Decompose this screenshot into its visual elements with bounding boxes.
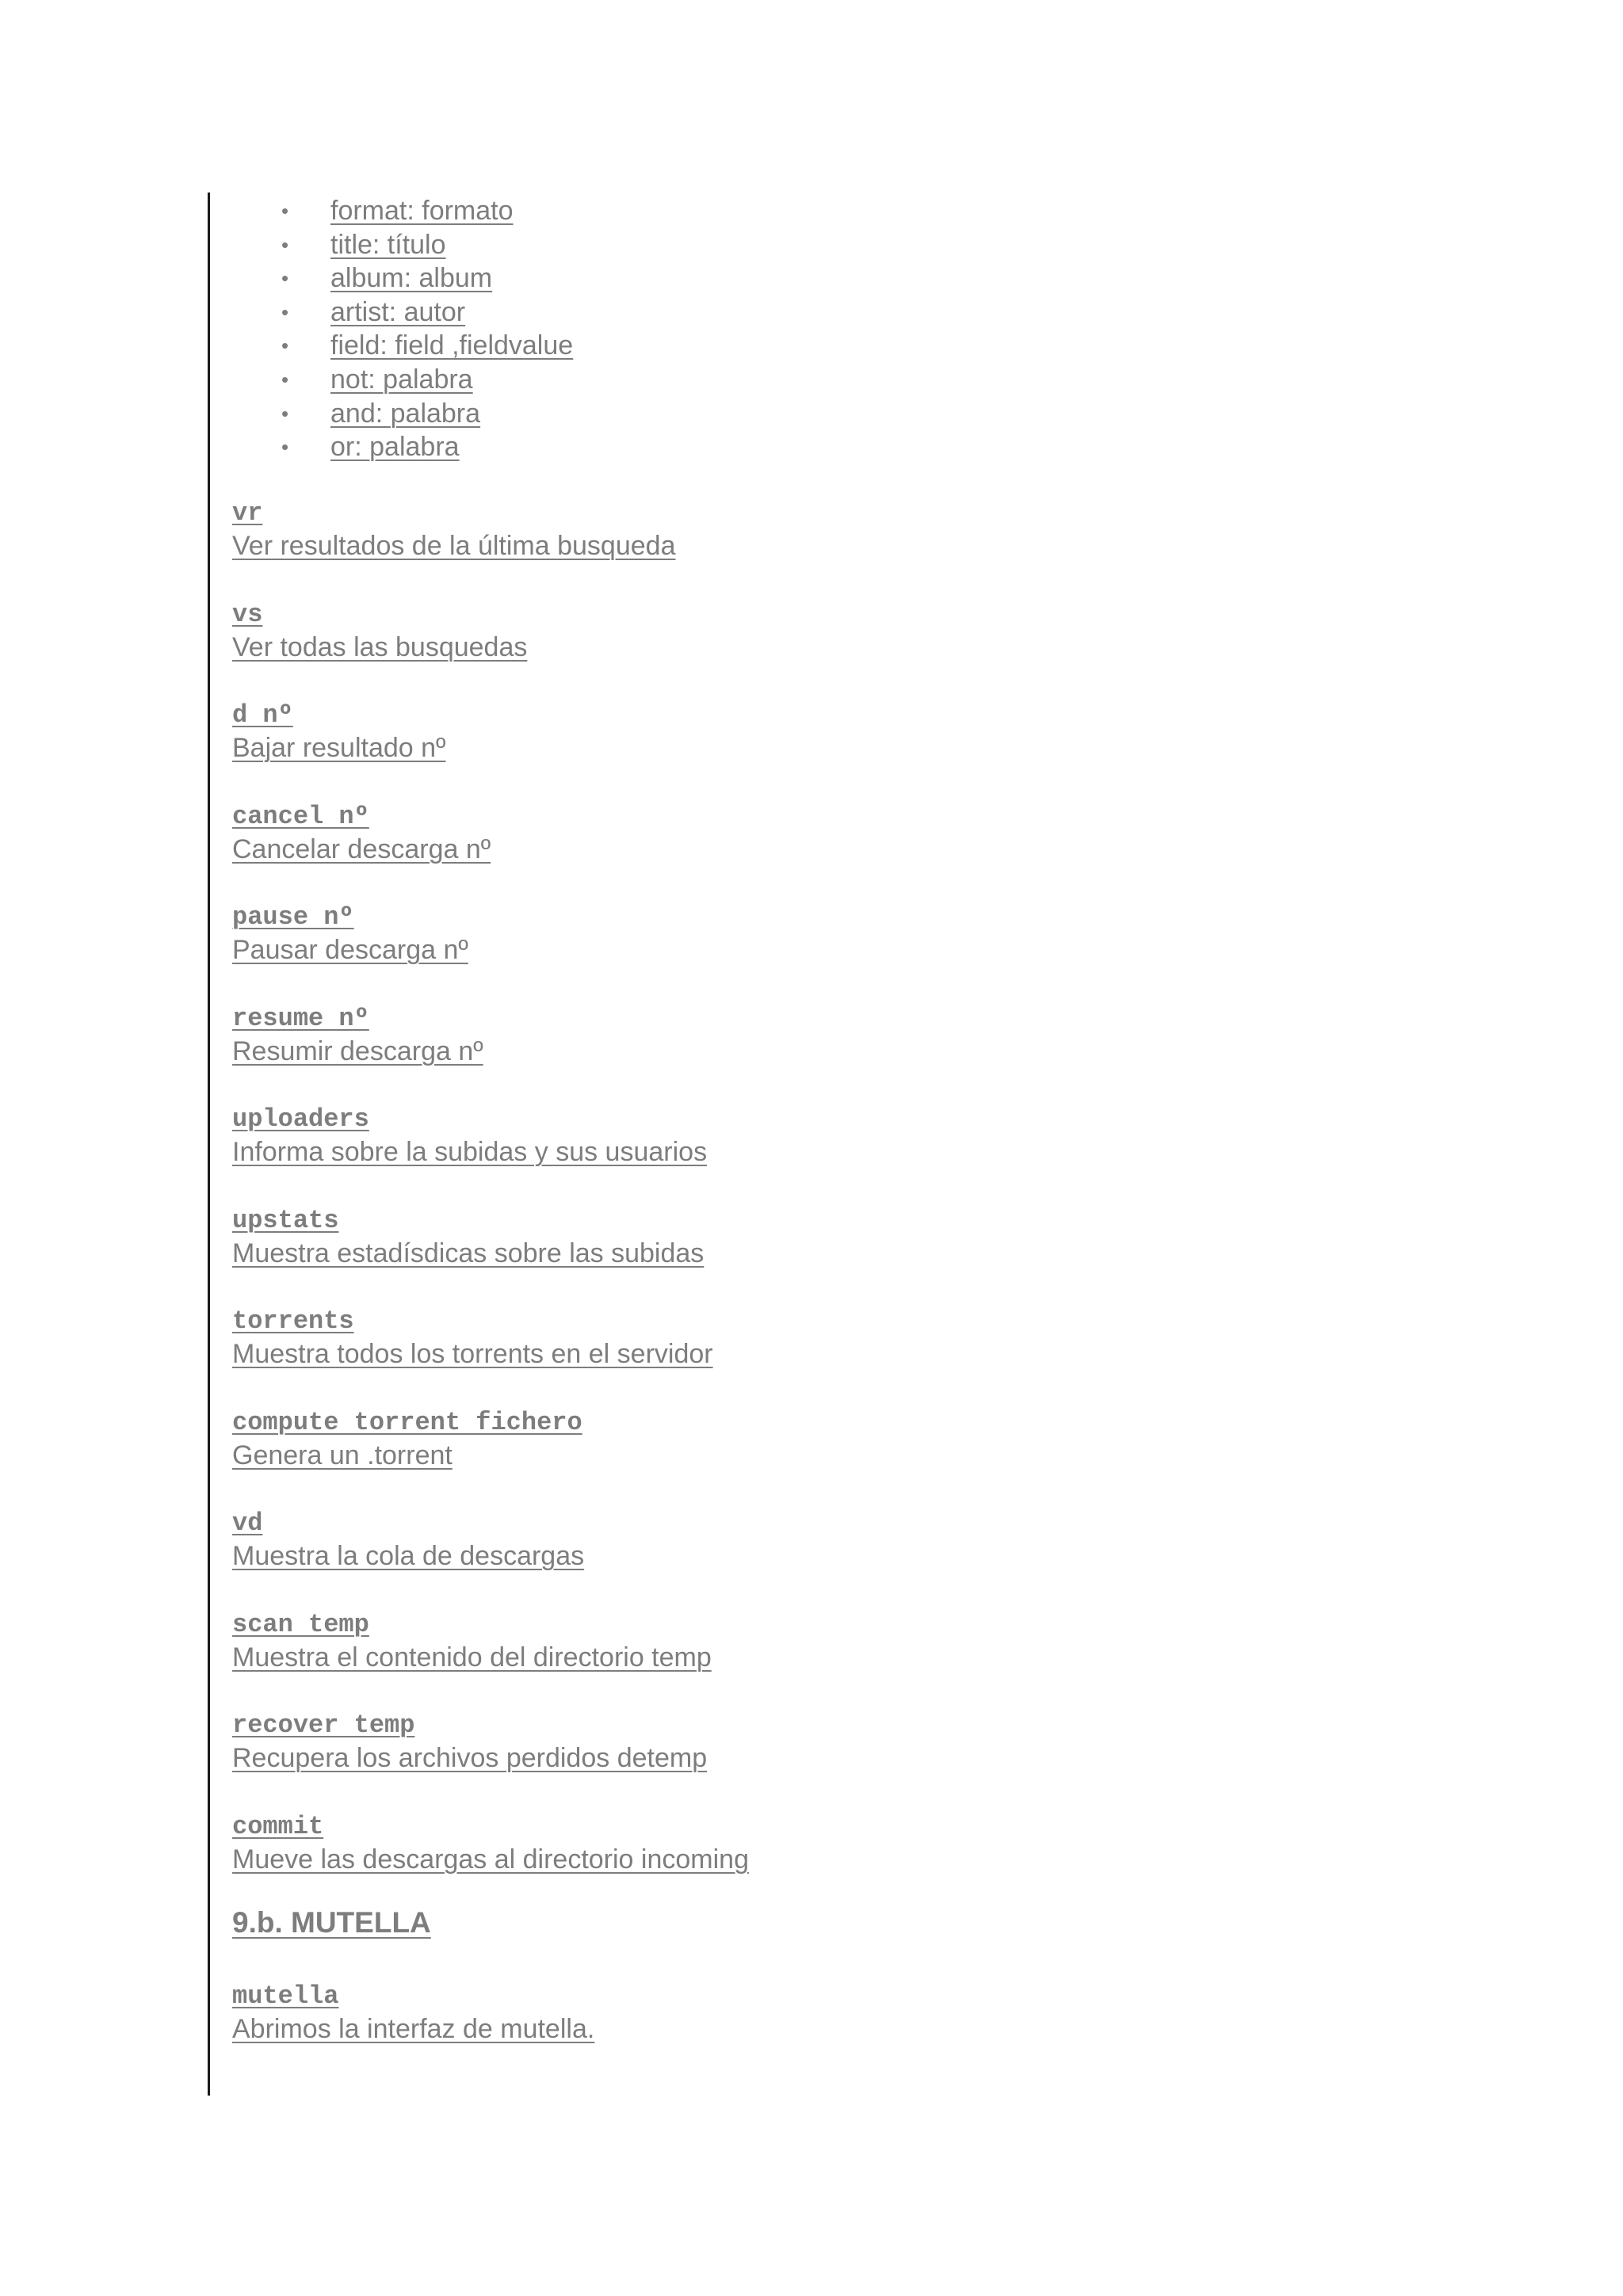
bullet-icon: •: [281, 401, 289, 425]
command-name: vr: [232, 498, 263, 528]
command-description: Informa sobre la subidas y sus usuarios: [232, 1137, 708, 1167]
list-item-text: album: album: [330, 263, 493, 294]
bullet-icon: •: [281, 266, 289, 291]
command-name: cancel nº: [232, 801, 369, 831]
bullet-icon: •: [281, 334, 289, 358]
command-name: resume nº: [232, 1003, 369, 1033]
command-description: Resumir descarga nº: [232, 1035, 483, 1066]
command-name: upstats: [232, 1205, 339, 1235]
list-item-text: not: palabra: [330, 364, 473, 395]
command-description: Ver todas las busquedas: [232, 631, 528, 662]
command-entry: [232, 1609, 1421, 1711]
list-item: [281, 228, 573, 262]
command-entry: [232, 902, 1421, 1003]
list-item-text: title: título: [330, 229, 446, 260]
command-description: Genera un .torrent: [232, 1440, 453, 1470]
command-name: recover temp: [232, 1711, 415, 1740]
command-name: d nº: [232, 700, 293, 730]
list-item-text: artist: autor: [330, 296, 466, 327]
command-entry: [232, 498, 1421, 599]
bullet-icon: •: [281, 435, 289, 460]
list-item: [281, 296, 573, 330]
list-item-text: format: formato: [330, 196, 514, 226]
list-item: [281, 261, 573, 296]
command-entry: [232, 1710, 1421, 1811]
list-item: [281, 397, 573, 431]
bullet-icon: •: [281, 299, 289, 324]
command-name: vd: [232, 1508, 263, 1538]
mutella-command-list: [232, 1981, 1421, 2082]
command-description: Muestra todos los torrents en el servidor: [232, 1339, 713, 1369]
command-description: Muestra el contenido del directorio temp: [232, 1642, 712, 1672]
command-entry: [232, 1205, 1421, 1306]
command-entry: [232, 1407, 1421, 1508]
command-entry: [232, 700, 1421, 801]
command-description: Cancelar descarga nº: [232, 833, 491, 864]
command-name: torrents: [232, 1306, 354, 1336]
command-entry: [232, 1104, 1421, 1205]
command-name: vs: [232, 599, 263, 629]
command-name: mutella: [232, 1981, 339, 2011]
bullet-icon: •: [281, 232, 289, 257]
command-description: Recupera los archivos perdidos detemp: [232, 1743, 708, 1773]
command-description: Ver resultados de la última busqueda: [232, 531, 676, 561]
command-entry: [232, 1811, 1421, 1913]
command-list: [232, 498, 1421, 1912]
command-name: uploaders: [232, 1104, 369, 1134]
command-entry: [232, 801, 1421, 902]
list-item: [281, 194, 573, 228]
command-name: pause nº: [232, 902, 354, 932]
section-heading: 9.b. MUTELLA: [232, 1906, 431, 1939]
command-description: Muestra la cola de descargas: [232, 1541, 585, 1571]
list-item-text: and: palabra: [330, 398, 481, 429]
list-item-text: field: field ,fieldvalue: [330, 330, 574, 361]
bullet-icon: •: [281, 367, 289, 391]
bullet-icon: •: [281, 199, 289, 223]
command-entry: [232, 599, 1421, 700]
list-item: [281, 329, 573, 363]
command-description: Mueve las descargas al directorio incoming: [232, 1844, 749, 1875]
list-item: [281, 363, 573, 397]
command-description: Abrimos la interfaz de mutella.: [232, 2014, 595, 2044]
command-description: Bajar resultado nº: [232, 733, 446, 763]
command-name: compute torrent fichero: [232, 1407, 582, 1437]
command-entry: [232, 1981, 1421, 2082]
command-entry: [232, 1508, 1421, 1609]
command-name: scan temp: [232, 1609, 369, 1639]
list-item-text: or: palabra: [330, 432, 460, 463]
command-description: Muestra estadísdicas sobre las subidas: [232, 1238, 705, 1268]
command-name: commit: [232, 1811, 324, 1841]
search-options-list: [281, 194, 573, 464]
command-entry: [232, 1003, 1421, 1104]
command-entry: [232, 1306, 1421, 1407]
list-item: [281, 430, 573, 464]
revision-change-bar: [208, 193, 210, 2096]
command-description: Pausar descarga nº: [232, 935, 468, 965]
